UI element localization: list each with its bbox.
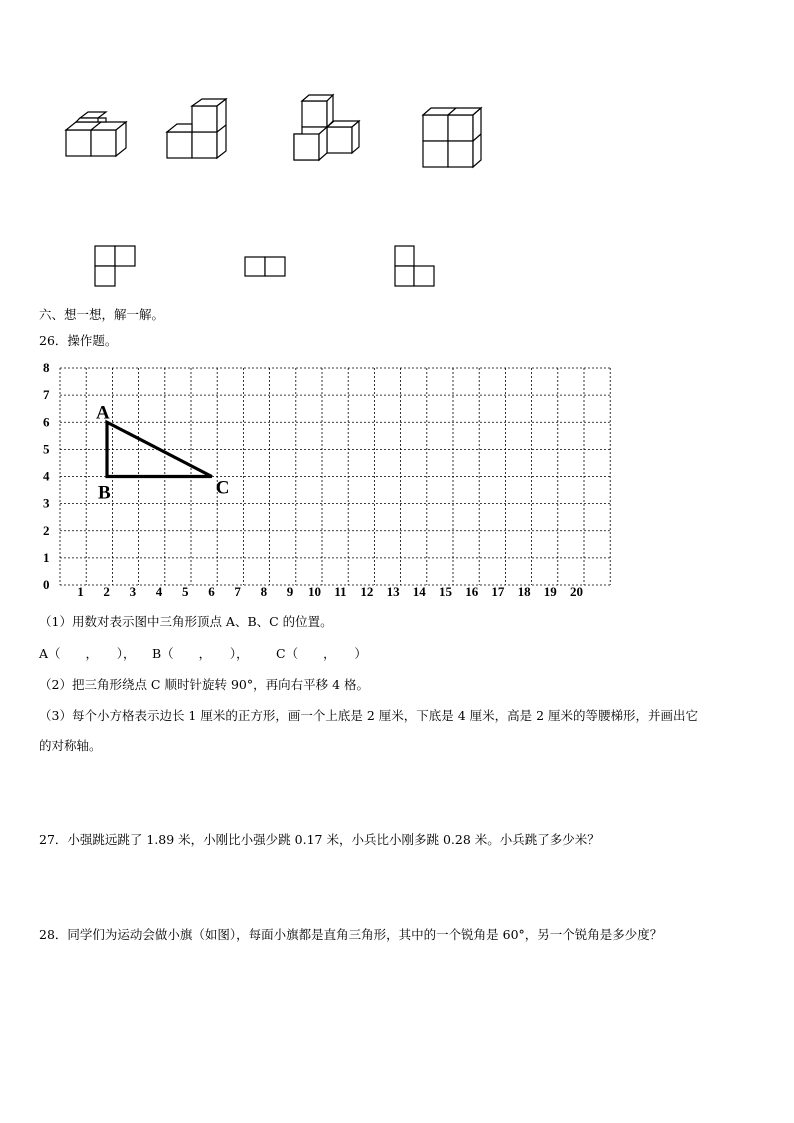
section-title: 六、想一想，解一解。 [39,307,165,322]
y-tick-label: 7 [43,387,50,403]
question-26-part-1: （1）用数对表示图中三角形顶点 A、B、C 的位置。 [39,614,333,629]
y-tick-label: 8 [43,360,50,375]
question-26-title: 26．操作题。 [39,333,118,348]
x-tick-label: 20 [570,584,583,599]
vertex-label-b: B [98,482,111,504]
x-tick-label: 14 [412,584,426,599]
x-tick-label: 11 [334,584,347,599]
x-tick-label: 13 [386,584,400,599]
y-tick-label: 4 [43,468,50,484]
y-tick-label: 0 [43,577,50,592]
x-tick-label: 5 [182,584,189,599]
x-tick-label: 7 [234,584,241,599]
answer-blank-a[interactable]: A（ ， ）， [39,646,136,661]
x-tick-label: 10 [308,584,321,599]
answer-blank-c[interactable]: C（ ， ） [276,646,367,661]
x-tick-label: 17 [491,584,505,599]
question-28: 28．同学们为运动会做小旗（如图），每面小旗都是直角三角形，其中的一个锐角是 60°，另一个锐角是多少度？ [39,927,663,942]
x-tick-label: 12 [360,584,374,599]
question-26-part-3-line-1: （3）每个小方格表示边长 1 厘米的正方形，画一个上底是 2 厘米，下底是 4 厘米，高是 2 厘米的等腰梯形，并画出它 [39,708,699,723]
x-tick-label: 8 [260,584,268,599]
y-tick-label: 3 [43,495,50,511]
vertex-label-a: A [96,402,110,424]
x-tick-label: 16 [465,584,479,599]
x-tick-label: 6 [208,584,215,599]
x-tick-label: 18 [517,584,531,599]
y-tick-label: 5 [43,441,50,457]
y-tick-label: 1 [43,549,50,565]
y-tick-label: 6 [43,414,50,430]
answer-blank-b[interactable]: B（ ， ）， [152,646,249,661]
question-26-part-2: （2）把三角形绕点 C 顺时针旋转 90°，再向右平移 4 格。 [39,677,369,692]
question-27: 27．小强跳远跳了 1.89 米，小刚比小强少跳 0.17 米，小兵比小刚多跳 0.28 米。小兵跳了多少米？ [39,832,600,847]
x-tick-label: 4 [155,584,163,599]
x-tick-label: 1 [77,584,84,599]
x-tick-label: 9 [286,584,294,599]
vertex-label-c: C [215,477,230,499]
question-26-part-3-line-2: 的对称轴。 [39,738,102,753]
x-tick-label: 19 [543,584,557,599]
x-tick-label: 3 [129,584,137,599]
y-tick-label: 2 [43,522,50,538]
x-tick-label: 15 [439,584,452,599]
x-tick-label: 2 [103,584,110,599]
